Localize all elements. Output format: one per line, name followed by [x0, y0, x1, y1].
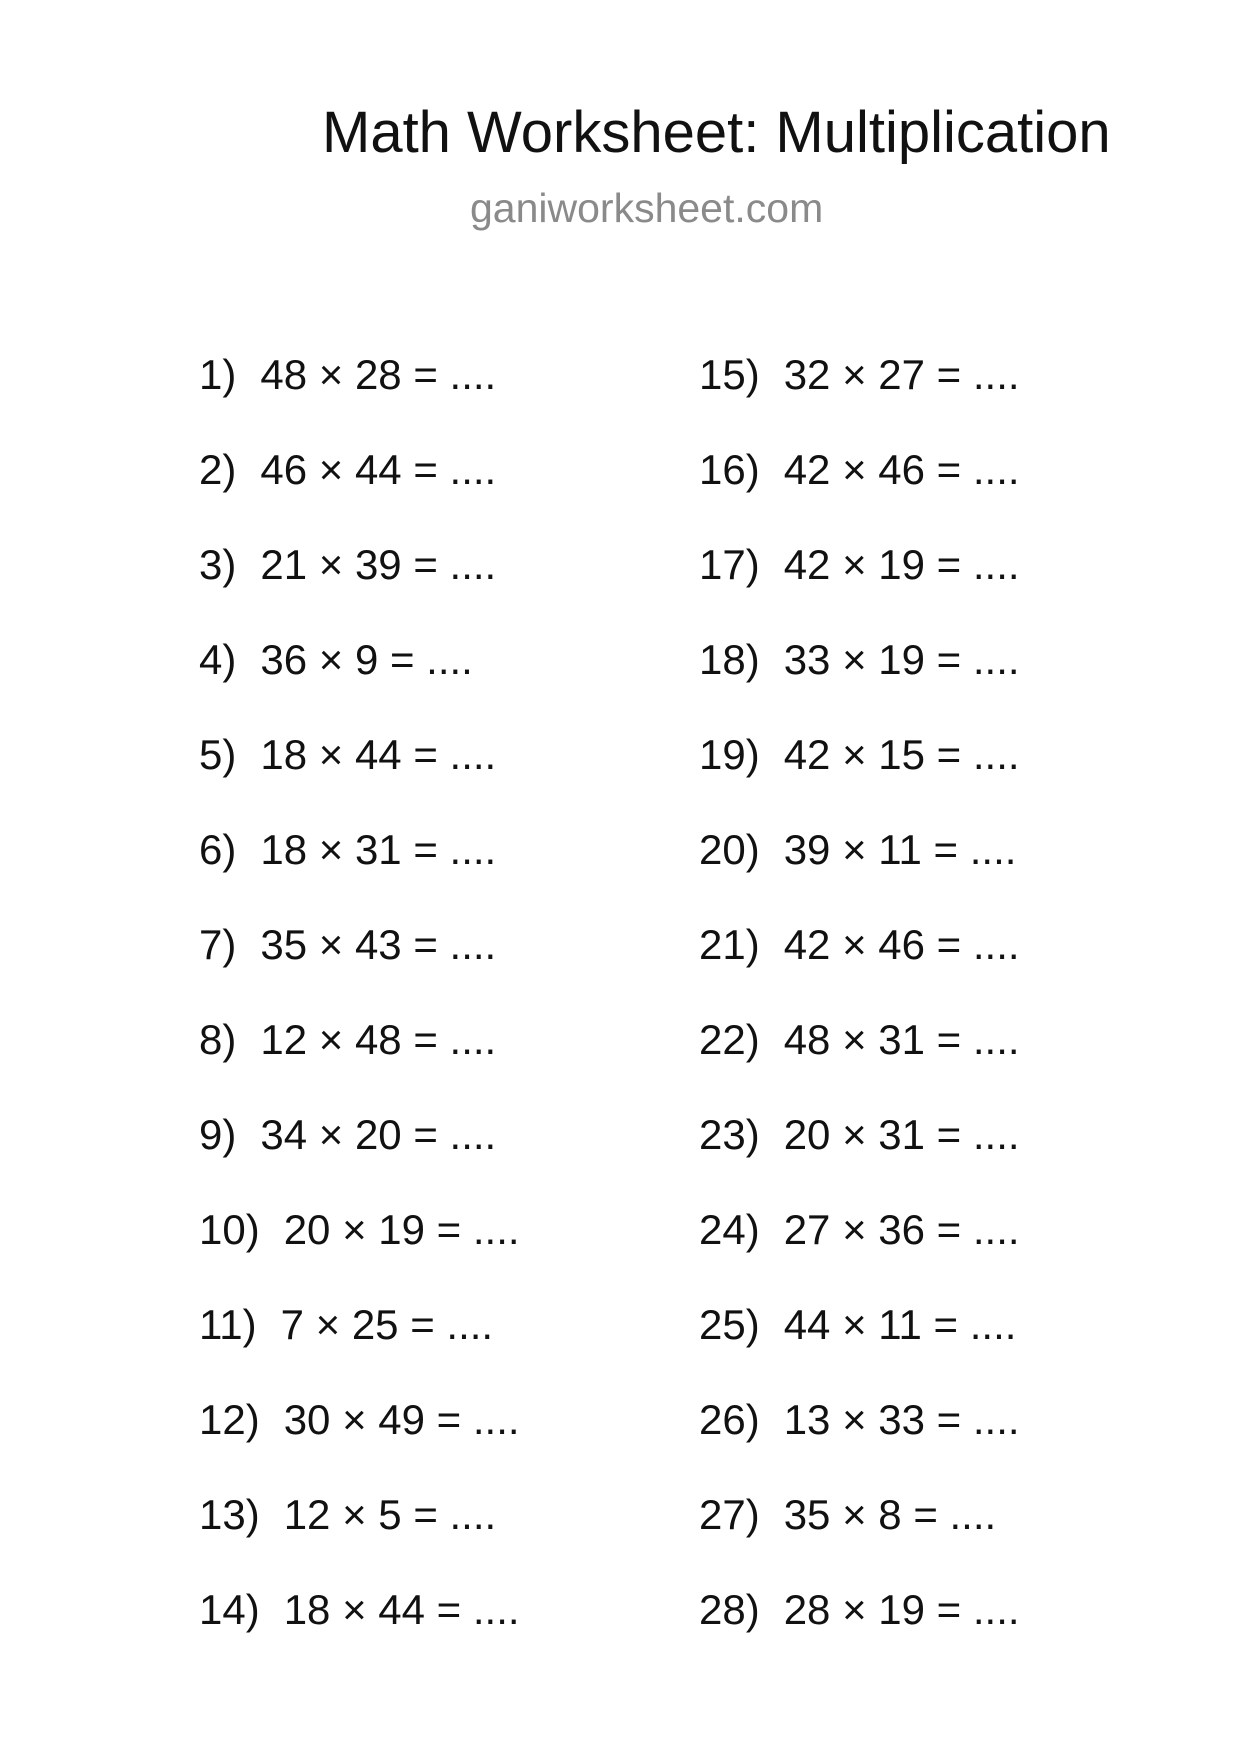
problem-item	[199, 1300, 520, 1395]
problem-expression: 13 × 33 = ....	[783, 1396, 1020, 1443]
problem-number: 25)	[699, 1301, 760, 1348]
problem-expression: 42 × 15 = ....	[783, 731, 1020, 778]
problem-number: 14)	[199, 1586, 260, 1633]
problem-number: 15)	[699, 351, 760, 398]
problem-expression: 42 × 19 = ....	[783, 541, 1020, 588]
problem-item	[199, 1015, 520, 1110]
problem-expression: 28 × 19 = ....	[783, 1586, 1020, 1633]
problem-number: 22)	[699, 1016, 760, 1063]
worksheet-subtitle: ganiworksheet.com	[470, 185, 824, 231]
problem-number: 19)	[699, 731, 760, 778]
problem-item	[699, 1300, 1020, 1395]
problem-expression: 30 × 49 = ....	[283, 1396, 520, 1443]
problem-number: 21)	[699, 921, 760, 968]
problem-item	[199, 1110, 520, 1205]
problem-expression: 21 × 39 = ....	[260, 541, 497, 588]
problem-number: 8)	[199, 1016, 237, 1063]
problem-expression: 35 × 43 = ....	[260, 921, 497, 968]
problem-item	[699, 540, 1020, 635]
problem-number: 18)	[699, 636, 760, 683]
problem-number: 3)	[199, 541, 237, 588]
problem-number: 27)	[699, 1491, 760, 1538]
problem-expression: 20 × 19 = ....	[283, 1206, 520, 1253]
problem-number: 20)	[699, 826, 760, 873]
problem-expression: 48 × 28 = ....	[260, 351, 497, 398]
problem-expression: 12 × 5 = ....	[283, 1491, 497, 1538]
problem-expression: 35 × 8 = ....	[783, 1491, 997, 1538]
problem-expression: 18 × 31 = ....	[260, 826, 497, 873]
problem-number: 12)	[199, 1396, 260, 1443]
problem-expression: 18 × 44 = ....	[260, 731, 497, 778]
problem-list-right	[699, 350, 1020, 1680]
problem-number: 4)	[199, 636, 237, 683]
problem-item	[199, 730, 520, 825]
problem-item	[699, 1490, 1020, 1585]
problem-expression: 27 × 36 = ....	[783, 1206, 1020, 1253]
problem-number: 6)	[199, 826, 237, 873]
problem-item	[199, 1205, 520, 1300]
problem-list-left	[199, 350, 520, 1680]
problem-expression: 39 × 11 = ....	[783, 826, 1017, 873]
problem-item	[199, 1585, 520, 1680]
problem-number: 23)	[699, 1111, 760, 1158]
problem-item	[699, 825, 1020, 920]
problem-item	[199, 350, 520, 445]
problem-item	[699, 920, 1020, 1015]
problem-expression: 36 × 9 = ....	[260, 636, 473, 683]
problem-number: 1)	[199, 351, 237, 398]
problem-item	[699, 1015, 1020, 1110]
problem-expression: 12 × 48 = ....	[260, 1016, 497, 1063]
problem-expression: 18 × 44 = ....	[283, 1586, 520, 1633]
problem-expression: 46 × 44 = ....	[260, 446, 497, 493]
problem-number: 5)	[199, 731, 237, 778]
problem-item	[699, 350, 1020, 445]
problem-number: 7)	[199, 921, 237, 968]
problem-number: 13)	[199, 1491, 260, 1538]
problem-item	[199, 1395, 520, 1490]
problem-item	[199, 540, 520, 635]
problem-expression: 42 × 46 = ....	[783, 446, 1020, 493]
problem-item	[699, 635, 1020, 730]
problem-item	[199, 920, 520, 1015]
problem-item	[699, 730, 1020, 825]
problem-expression: 42 × 46 = ....	[783, 921, 1020, 968]
problem-item	[699, 1205, 1020, 1300]
problem-expression: 33 × 19 = ....	[783, 636, 1020, 683]
problem-item	[199, 1490, 520, 1585]
problem-expression: 20 × 31 = ....	[783, 1111, 1020, 1158]
problem-item	[199, 635, 520, 730]
worksheet-title: Math Worksheet: Multiplication	[322, 100, 1111, 165]
problem-expression: 34 × 20 = ....	[260, 1111, 497, 1158]
problem-item	[199, 445, 520, 540]
problem-number: 2)	[199, 446, 237, 493]
problem-expression: 44 × 11 = ....	[783, 1301, 1017, 1348]
problem-expression: 48 × 31 = ....	[783, 1016, 1020, 1063]
problem-expression: 32 × 27 = ....	[783, 351, 1020, 398]
problem-number: 9)	[199, 1111, 237, 1158]
problem-expression: 7 × 25 = ....	[280, 1301, 494, 1348]
problem-item	[199, 825, 520, 920]
problem-item	[699, 1110, 1020, 1205]
problem-number: 24)	[699, 1206, 760, 1253]
problem-number: 26)	[699, 1396, 760, 1443]
problem-number: 16)	[699, 446, 760, 493]
problem-item	[699, 1395, 1020, 1490]
problem-item	[699, 1585, 1020, 1680]
problem-number: 11)	[199, 1301, 257, 1348]
problem-item	[699, 445, 1020, 540]
problem-number: 10)	[199, 1206, 260, 1253]
problem-number: 17)	[699, 541, 760, 588]
problem-number: 28)	[699, 1586, 760, 1633]
